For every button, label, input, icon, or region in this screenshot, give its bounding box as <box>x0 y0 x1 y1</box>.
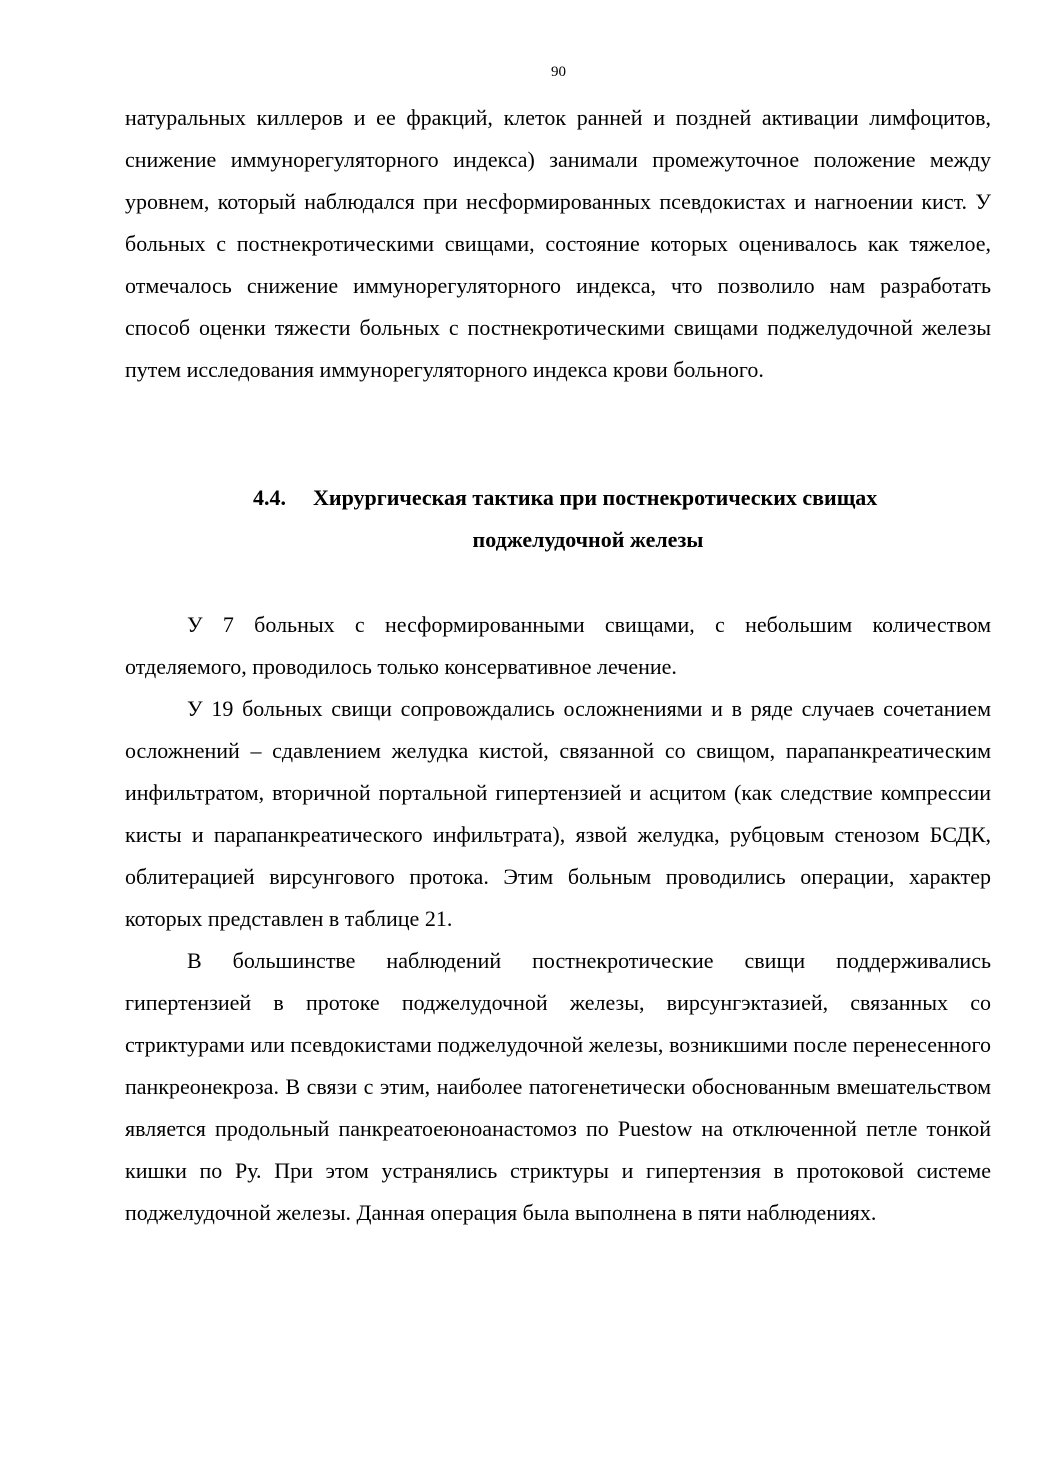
intro-text-block <box>125 97 991 391</box>
body-paragraph: В большинстве наблюдений постнекротические свищи поддерживались гипертензией в протоке поджелудочной железы, вирсунгэктазией, связанных со стриктурами или псевдокистами поджелудочной железы, возникшими после перенесенного панкреонекроза. В связи с этим, наиболее патогенетически обоснованным вмешательством является продольный панкреатоеюноанастомоз по Puestow на отключенной петле тонкой кишки по Ру. При этом устранялись стриктуры и гипертензия в протоковой системе поджелудочной железы. Данная операция была выполнена в пяти наблюдениях. <box>125 948 991 1225</box>
body-text-block <box>125 604 991 1234</box>
section-title-line1: Хирургическая тактика при постнекротических свищах <box>313 485 878 510</box>
section-heading <box>125 477 991 561</box>
intro-paragraph: натуральных киллеров и ее фракций, клеток ранней и поздней активации лимфоцитов, снижение иммунорегуляторного индекса) занимали промежуточное положение между уровнем, который наблюдался при несформированных псевдокистах и нагноении кист. У больных с постнекротическими свищами, состояние которых оценивалось как тяжелое, отмечалось снижение иммунорегуляторного индекса, что позволило нам разработать способ оценки тяжести больных с постнекротическими свищами поджелудочной железы путем исследования иммунорегуляторного индекса крови больного. <box>125 105 991 382</box>
section-number: 4.4. <box>253 485 286 510</box>
section-heading-line1 <box>125 477 991 519</box>
body-paragraph: У 7 больных с несформированными свищами, с небольшим количеством отделяемого, проводилось только консервативное лечение. <box>125 612 991 679</box>
section-title-line2: поджелудочной железы <box>472 527 704 552</box>
body-paragraph: У 19 больных свищи сопровождались осложнениями и в ряде случаев сочетанием осложнений – сдавлением желудка кистой, связанной со свищом, парапанкреатическим инфильтратом, вторичной портальной гипертензией и асцитом (как следствие компрессии кисты и парапанкреатического инфильтрата), язвой желудка, рубцовым стенозом БСДК, облитерацией вирсунгового протока. Этим больным проводились операции, характер которых представлен в таблице 21. <box>125 696 991 931</box>
page-number: 90 <box>551 64 566 80</box>
